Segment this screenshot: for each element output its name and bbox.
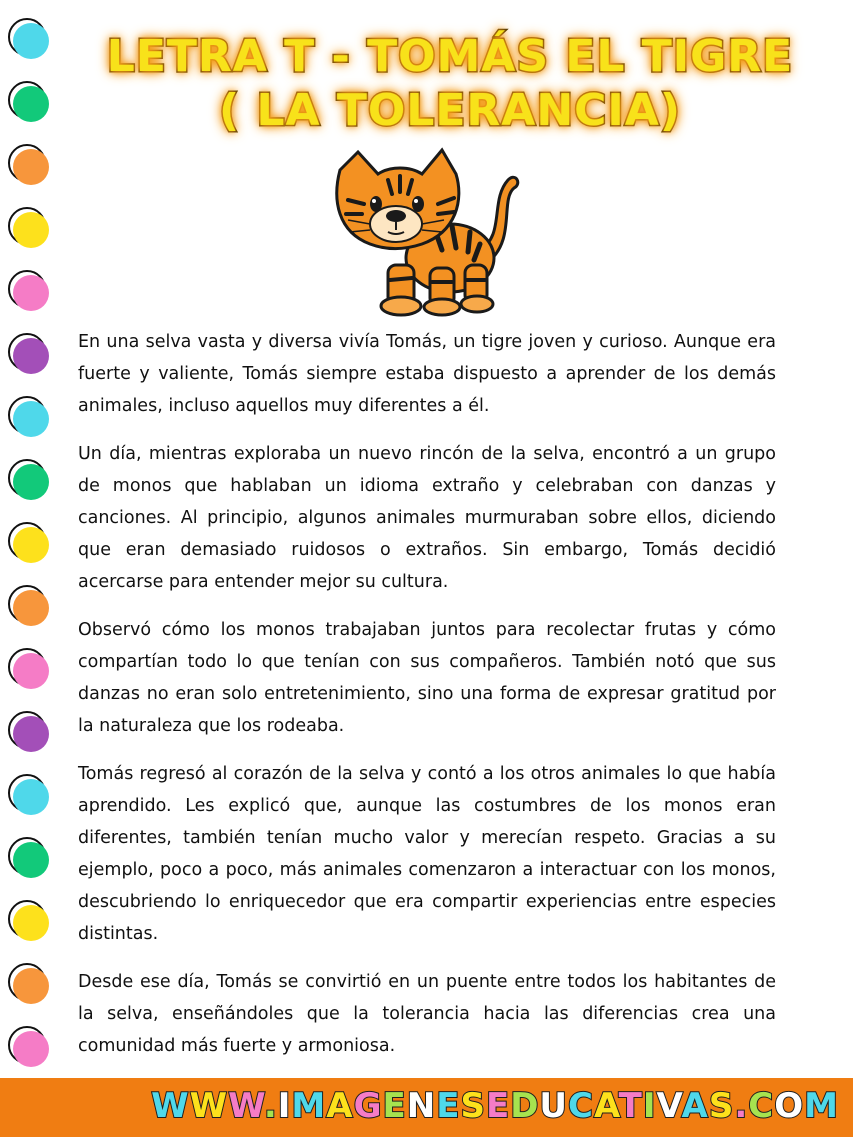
- decorative-dot: [8, 207, 46, 245]
- website-letter: S: [460, 1086, 486, 1126]
- website-letter: W: [189, 1086, 229, 1126]
- website-letter: E: [436, 1086, 461, 1126]
- website-letter: C: [568, 1086, 594, 1126]
- website-letter: A: [593, 1086, 619, 1126]
- decorative-dot: [8, 900, 46, 938]
- decorative-dot: [8, 522, 46, 560]
- decorative-dot: [8, 648, 46, 686]
- website-letter: E: [485, 1086, 511, 1126]
- decorative-dot: [8, 1026, 46, 1064]
- decorative-dot: [8, 81, 46, 119]
- decorative-dot: [8, 837, 46, 875]
- story-text: [78, 326, 776, 1078]
- website-letter: A: [326, 1086, 354, 1126]
- website-letter: I: [642, 1086, 657, 1126]
- story-paragraph: Tomás regresó al corazón de la selva y contó a los otros animales lo que había aprendido. Les explicó que, aunque las costumbres de los monos eran diferentes, también tenían mucho valor y merecían respeto. Gracias a su ejemplo, poco a poco, más animales comenzaron a interactuar con los monos, descubriendo lo enriquecedor que era compartir experiencias entre especies distintas.: [78, 764, 776, 944]
- website-letter: E: [382, 1086, 407, 1126]
- decorative-dot: [8, 396, 46, 434]
- website-letter: M: [291, 1086, 327, 1126]
- website-letter: U: [539, 1086, 569, 1126]
- decorative-dot: [8, 144, 46, 182]
- decorative-dot: [8, 585, 46, 623]
- page-title-line-2: ( LA TOLERANCIA): [219, 85, 681, 136]
- decorative-dot: [8, 711, 46, 749]
- website-letter: S: [708, 1086, 735, 1126]
- decorative-dot: [8, 333, 46, 371]
- decorative-dot: [8, 459, 46, 497]
- decorative-dot: [8, 774, 46, 812]
- website-letter: O: [774, 1086, 805, 1126]
- website-letter: V: [656, 1086, 682, 1126]
- website-letter: G: [353, 1086, 383, 1126]
- website-letter: D: [510, 1086, 540, 1126]
- website-letter: M: [804, 1086, 839, 1126]
- story-paragraph: Observó cómo los monos trabajaban juntos para recolectar frutas y cómo compartían todo lo que tenían con sus compañeros. También notó que sus danzas no eran solo entretenimiento, sino una forma de expresar gratitud por la naturaleza que los rodeaba.: [78, 620, 776, 736]
- website-link[interactable]: [151, 1086, 839, 1126]
- website-letter: C: [748, 1086, 775, 1126]
- story-paragraph: En una selva vasta y diversa vivía Tomás, un tigre joven y curioso. Aunque era fuerte y valiente, Tomás siempre estaba dispuesto a aprender de los demás animales, incluso aquellos muy diferentes a él.: [78, 332, 776, 416]
- tiger-icon: [330, 140, 530, 320]
- decorative-dot: [8, 963, 46, 1001]
- page-title-line-1: LETRA T - TOMÁS EL TIGRE: [106, 31, 794, 82]
- decorative-dots-column: [0, 0, 60, 1137]
- website-letter: W: [151, 1086, 190, 1126]
- story-paragraph: Desde ese día, Tomás se convirtió en un puente entre todos los habitantes de la selva, enseñándoles que la tolerancia hacia las diferencias crea una comunidad más fuerte y armoniosa.: [78, 972, 776, 1056]
- website-letter: .: [734, 1086, 749, 1126]
- website-letter: A: [681, 1086, 709, 1126]
- footer-bar: [0, 1078, 853, 1137]
- website-letter: T: [618, 1086, 643, 1126]
- decorative-dot: [8, 270, 46, 308]
- website-letter: .: [263, 1086, 278, 1126]
- website-letter: W: [228, 1086, 264, 1126]
- website-letter: I: [277, 1086, 292, 1126]
- decorative-dot: [8, 18, 46, 56]
- story-paragraph: Un día, mientras exploraba un nuevo rincón de la selva, encontró a un grupo de monos que hablaban un idioma extraño y celebraban con danzas y canciones. Al principio, algunos animales murmuraban sobre ellos, diciendo que eran demasiado ruidosos o extraños. Sin embargo, Tomás decidió acercarse para entender mejor su cultura.: [78, 444, 776, 592]
- website-letter: N: [406, 1086, 437, 1126]
